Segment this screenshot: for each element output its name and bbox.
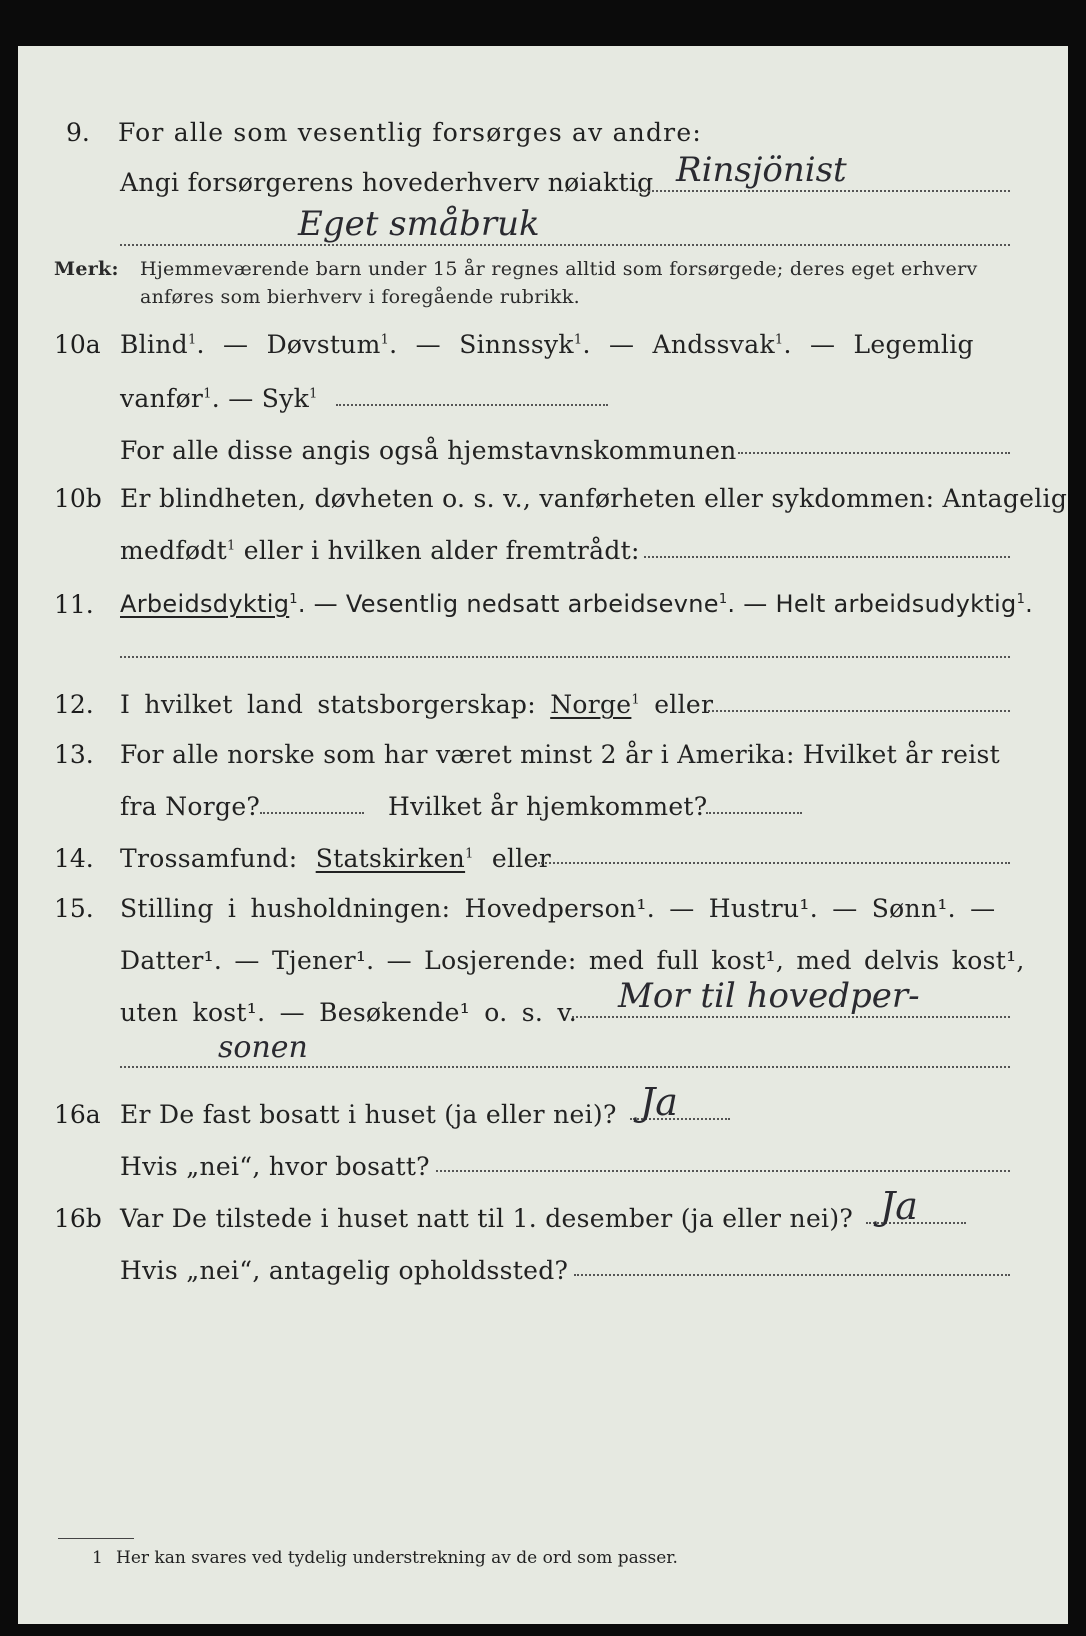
q15-answer2: sonen (218, 1030, 308, 1065)
q15-line1: Stilling i husholdningen: Hovedperson¹. — Hustru¹. — Sønn¹. — (120, 894, 996, 923)
q11-number: 11. (54, 590, 94, 619)
q15-answer1: Mor til hovedper- (618, 976, 920, 1016)
q10b-line1: Er blindheten, døvheten o. s. v., vanførheten eller sykdommen: Antagelig (120, 484, 1068, 513)
q9-line1: For alle som vesentlig forsørges av andre: (118, 118, 702, 147)
q16a-answer: Ja (640, 1080, 678, 1124)
q13-reist-line (260, 812, 364, 814)
q16b-line1: Var De tilstede i huset natt til 1. desember (ja eller nei)? (120, 1204, 854, 1233)
q16a-number: 16a (54, 1100, 101, 1129)
merk-line1: Hjemmeværende barn under 15 år regnes alltid som forsørgede; deres eget erhverv (140, 258, 978, 280)
q15-line3: uten kost¹. — Besøkende¹ o. s. v. (120, 998, 578, 1027)
q9-answer-line2 (120, 244, 1010, 246)
q10a-hjemstavn-line (738, 452, 1010, 454)
form-page (18, 46, 1068, 1624)
q16a-bosatt-line (436, 1170, 1010, 1172)
q15-number: 15. (54, 894, 94, 923)
q16a-line2: Hvis „nei“, hvor bosatt? (120, 1152, 430, 1181)
q10a-line1: Blind$^1$. — Døvstum$^1$. — Sinnssyk$^1$. — Andssvak$^1$. — Legemlig (120, 330, 974, 359)
q16b-opholdssted-line (574, 1274, 1010, 1276)
q10a-syk-line (336, 404, 608, 406)
q9-answer-line1 (636, 190, 1010, 192)
q10b-line2: medfødt$^1$ eller i hvilken alder fremtrådt: (120, 536, 640, 565)
q12-number: 12. (54, 690, 94, 719)
q10a-line3: For alle disse angis også hjemstavnskommunen (120, 436, 737, 465)
q9-line2: Angi forsørgerens hovederhverv nøiaktig (120, 168, 654, 197)
q14-line: Trossamfund: Statskirken$^1$ eller (120, 844, 551, 873)
q15-answer-line2 (120, 1066, 1010, 1068)
merk-line2: anføres som bierhverv i foregående rubrikk. (140, 286, 580, 308)
q9-answer1: Rinsjönist (676, 150, 847, 190)
footnote-rule (58, 1538, 134, 1539)
q15-line2: Datter¹. — Tjener¹. — Losjerende: med full kost¹, med delvis kost¹, (120, 946, 1025, 975)
q13-line1: For alle norske som har været minst 2 år i Amerika: Hvilket år reist (120, 740, 1001, 769)
q12-line: I hvilket land statsborgerskap: Norge$^1$ eller (120, 690, 714, 719)
q16a-line1: Er De fast bosatt i huset (ja eller nei)? (120, 1100, 617, 1129)
q15-answer-line1 (572, 1016, 1010, 1018)
q13-line2a: fra Norge? (120, 792, 261, 821)
q16b-line2: Hvis „nei“, antagelig opholdssted? (120, 1256, 569, 1285)
q12-answer-line (708, 710, 1010, 712)
q16b-number: 16b (54, 1204, 102, 1233)
footnote-text: Her kan svares ved tydelig understrekning av de ord som passer. (116, 1548, 678, 1568)
q9-answer2: Eget småbruk (298, 204, 540, 244)
footnote-mark: 1 (92, 1548, 103, 1568)
q16b-answer: Ja (880, 1184, 918, 1228)
q14-answer-line (538, 862, 1010, 864)
merk-label: Merk: (54, 258, 119, 280)
q11-line: Arbeidsdyktig$^1$. — Vesentlig nedsatt arbeidsevne$^1$. — Helt arbeidsudyktig$^1$. (120, 590, 1034, 618)
q13-number: 13. (54, 740, 94, 769)
q10a-line2: vanfør$^1$. — Syk$^1$ (120, 384, 318, 413)
q9-number: 9. (66, 118, 90, 147)
q10a-number: 10a (54, 330, 101, 359)
q10b-answer-line (644, 556, 1010, 558)
q13-line2b: Hvilket år hjemkommet? (388, 792, 708, 821)
q14-number: 14. (54, 844, 94, 873)
q10b-number: 10b (54, 484, 102, 513)
q11-answer-line (120, 656, 1010, 658)
q13-hjemkommet-line (706, 812, 802, 814)
